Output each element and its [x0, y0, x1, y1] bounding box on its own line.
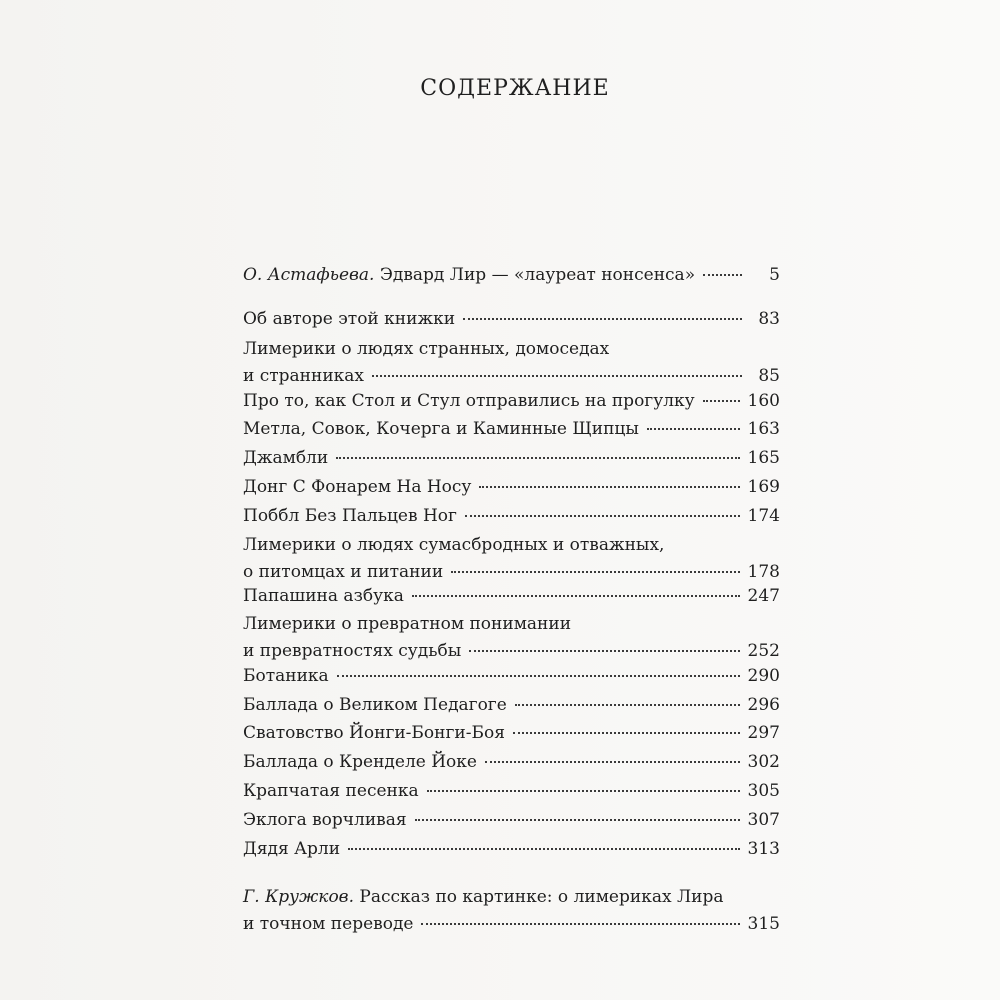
dot-leader [463, 317, 742, 320]
toc-entry-title: о питомцах и питании [243, 562, 444, 582]
toc-entry-line [243, 911, 780, 938]
toc-entry [243, 884, 780, 938]
toc-entry-title: Метла, Совок, Кочерга и Каминные Щипцы [243, 419, 639, 439]
toc-entry-title: Об авторе этой книжки [243, 309, 456, 329]
toc-page-number: 83 [758, 309, 780, 329]
toc-page-number: 160 [747, 391, 780, 411]
toc-entry-title: Сватовство Йонги-Бонги-Боя [243, 723, 505, 743]
dot-leader [412, 594, 740, 597]
toc-entry-line [243, 559, 780, 586]
toc-entry-line [243, 720, 780, 747]
toc-entry-line [243, 611, 780, 638]
toc-page-number: 305 [747, 781, 780, 801]
toc-entry-line [243, 416, 780, 443]
toc-entry [243, 388, 780, 415]
toc-entry [243, 836, 780, 863]
toc-entry-line [243, 336, 780, 363]
toc-page-number: 302 [747, 752, 780, 772]
toc-entry-line [243, 638, 780, 665]
dot-leader [465, 514, 740, 517]
toc-entry-line [243, 262, 780, 289]
toc-page-number: 85 [758, 366, 780, 386]
toc-page-number: 163 [747, 419, 780, 439]
toc-entry-line [243, 474, 780, 501]
toc-entry-line [243, 884, 780, 911]
toc-page-number: 178 [747, 562, 780, 582]
toc-entry-title: Про то, как Стол и Стул отправились на прогулку [243, 391, 695, 411]
dot-leader [703, 273, 742, 276]
toc-entry [243, 663, 780, 690]
toc-entry [243, 807, 780, 834]
dot-leader [647, 427, 740, 430]
toc-entry-line [243, 388, 780, 415]
toc-entry [243, 583, 780, 610]
toc-page-number: 174 [747, 506, 780, 526]
toc-entry-title: Дядя Арли [243, 839, 341, 859]
dot-leader [513, 731, 740, 734]
toc-page-number: 247 [747, 586, 780, 606]
toc-entry-title: Баллада о Кренделе Йоке [243, 752, 477, 772]
toc-page-number: 290 [747, 666, 780, 686]
dot-leader [451, 570, 739, 573]
toc-entry-title: Лимерики о людях странных, домоседах [243, 339, 610, 359]
dot-leader [336, 456, 739, 459]
toc-entry [243, 503, 780, 530]
dot-leader [427, 789, 740, 792]
toc-entry-title: Донг С Фонарем На Носу [243, 477, 472, 497]
dot-leader [337, 674, 740, 677]
toc-page-number: 315 [747, 914, 780, 934]
toc-page-number: 313 [747, 839, 780, 859]
toc-entry-line [243, 692, 780, 719]
toc-entry-line [243, 583, 780, 610]
toc-entry [243, 416, 780, 443]
dot-leader [479, 485, 739, 488]
toc-entry [243, 445, 780, 472]
dot-leader [703, 399, 740, 402]
dot-leader [421, 922, 739, 925]
dot-leader [372, 374, 742, 377]
toc-entry [243, 474, 780, 501]
toc-entry-line [243, 445, 780, 472]
toc-entry-title: Джамбли [243, 448, 329, 468]
toc-page-number: 297 [747, 723, 780, 743]
toc-entry-line [243, 532, 780, 559]
toc-entry [243, 778, 780, 805]
toc-entry-author: Г. Кружков. [243, 887, 354, 907]
toc-entry-line [243, 807, 780, 834]
dot-leader [469, 649, 739, 652]
toc-entry [243, 306, 780, 333]
toc-entry-title: Лимерики о людях сумасбродных и отважных, [243, 535, 665, 555]
toc-entry-title: Баллада о Великом Педагоге [243, 695, 507, 715]
toc-page-number: 252 [747, 641, 780, 661]
toc-entry-title: Эклога ворчливая [243, 810, 407, 830]
dot-leader [415, 818, 740, 821]
dot-leader [485, 760, 740, 763]
toc-entry-title: и точном переводе [243, 914, 414, 934]
toc-entry-title: и странниках [243, 366, 365, 386]
toc-entry [243, 611, 780, 665]
toc-page-number: 307 [747, 810, 780, 830]
toc-entry-line [243, 749, 780, 776]
toc-entry-title: Ботаника [243, 666, 329, 686]
toc-entry-title: Эдвард Лир — «лауреат нонсенса» [379, 265, 696, 285]
toc-entry-line [243, 503, 780, 530]
toc-entry [243, 692, 780, 719]
toc-entry-title: Рассказ по картинке: о лимериках Лира [359, 887, 724, 907]
toc-entry-line [243, 663, 780, 690]
toc-page-number: 165 [747, 448, 780, 468]
toc-entry-line [243, 306, 780, 333]
toc-entry-title: Лимерики о превратном понимании [243, 614, 572, 634]
toc-entry [243, 532, 780, 586]
dot-leader [515, 703, 740, 706]
toc-entry-author: О. Астафьева. [243, 265, 375, 285]
toc-entry [243, 720, 780, 747]
toc-page-number: 5 [769, 265, 780, 285]
toc-page-number: 296 [747, 695, 780, 715]
toc-entry-title: Поббл Без Пальцев Ног [243, 506, 457, 526]
toc-entry-line [243, 836, 780, 863]
page-title: СОДЕРЖАНИЕ [420, 76, 610, 101]
toc-entry-title: Папашина азбука [243, 586, 404, 606]
toc-entry-line [243, 778, 780, 805]
toc-entry [243, 262, 780, 289]
dot-leader [348, 847, 740, 850]
toc-entry-title: Крапчатая песенка [243, 781, 419, 801]
toc-entry [243, 336, 780, 390]
toc-page-number: 169 [747, 477, 780, 497]
toc-entry-line [243, 363, 780, 390]
toc-entry [243, 749, 780, 776]
toc-entry-title: и превратностях судьбы [243, 641, 462, 661]
